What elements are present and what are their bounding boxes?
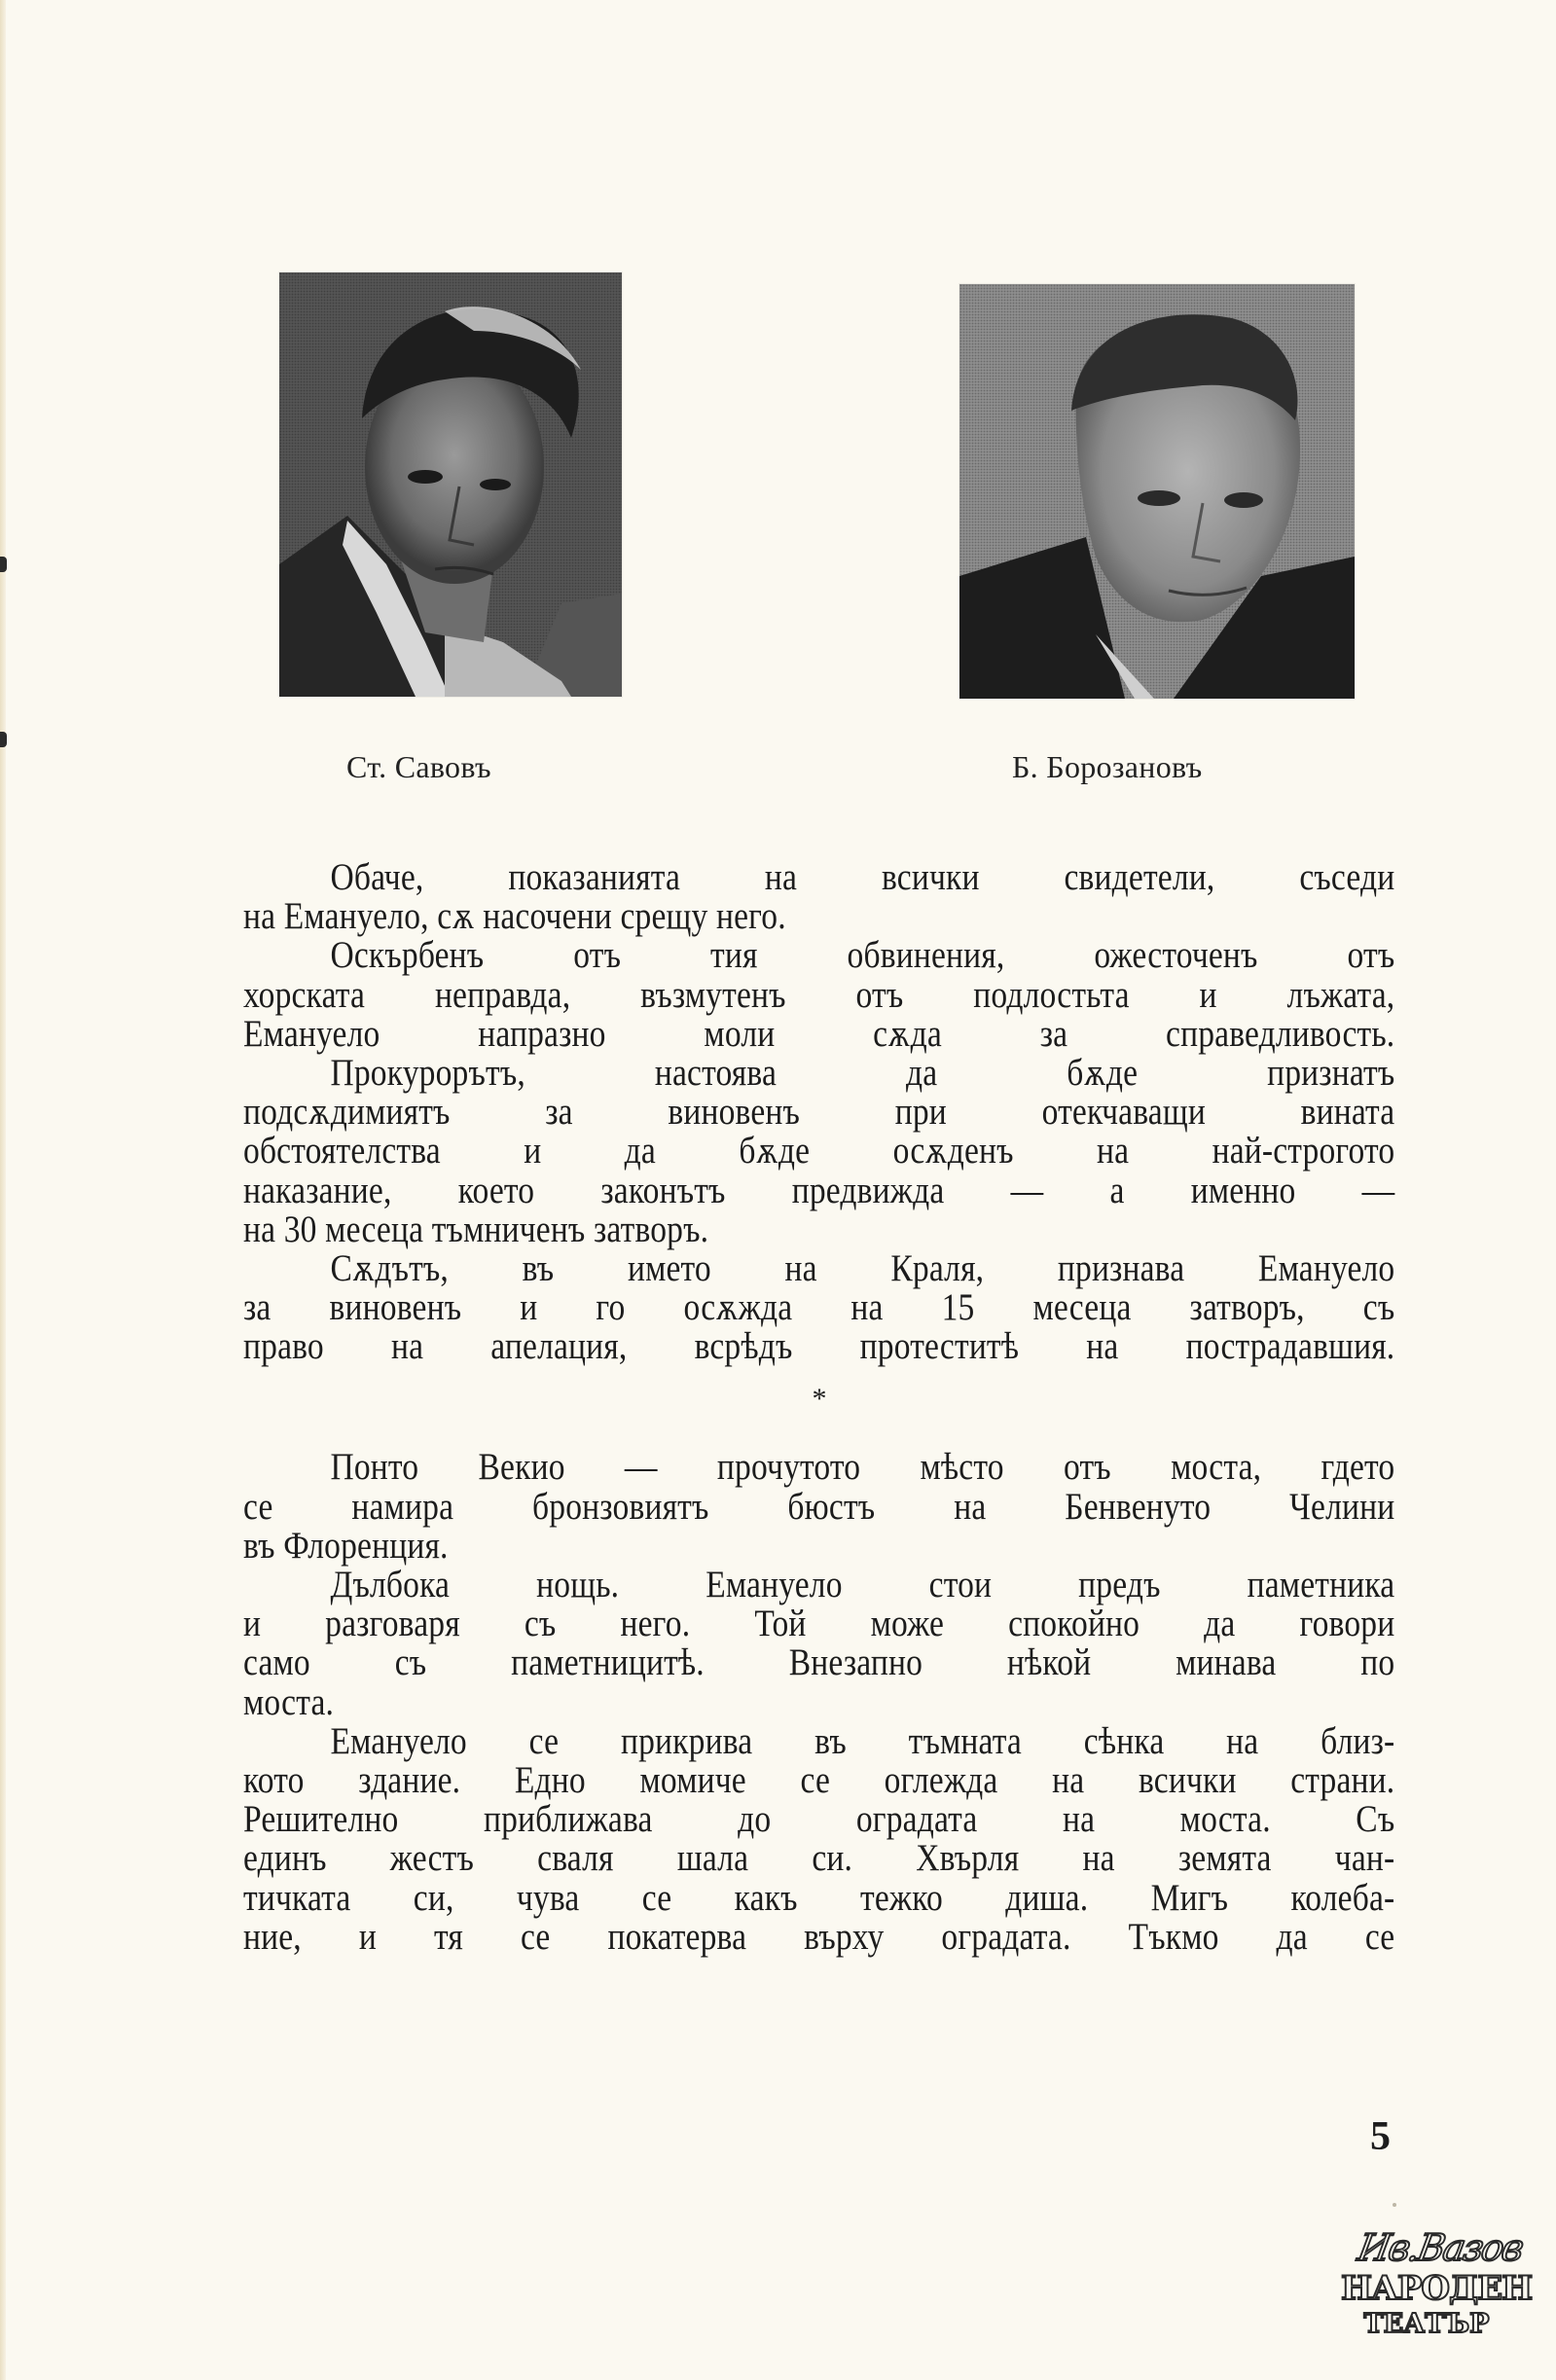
photo-savov bbox=[279, 272, 622, 697]
section-separator: * bbox=[812, 1383, 827, 1416]
text-line: хорската неправда, възмутенъ отъ подлостьта и лъжата, bbox=[243, 973, 1395, 1016]
text-line: само съ паметницитѣ. Внезапно нѣкой минава по bbox=[243, 1641, 1395, 1684]
text-line: Понто Векио — прочутото мѣсто отъ моста, гдето bbox=[330, 1446, 1395, 1489]
paragraph bbox=[243, 858, 1395, 936]
text-line: Сѫдътъ, въ името на Краля, признава Емануело bbox=[330, 1246, 1395, 1289]
text-line: ние, и тя се покатерва върху оградата. Тъкмо да се bbox=[243, 1915, 1395, 1958]
paragraph bbox=[243, 936, 1395, 1054]
logo-line-1: НАРОДЕН bbox=[1341, 2269, 1533, 2308]
staple-mark bbox=[0, 732, 7, 747]
text-line: Прокурорътъ, настоява да бѫде признатъ bbox=[330, 1051, 1395, 1094]
text-line: наказание, което законътъ предвижда — а именно — bbox=[243, 1169, 1395, 1211]
text-line: Дълбока нощь. Емануело стои предъ паметника bbox=[330, 1564, 1395, 1605]
photo-caption-borozanov: Б. Борозановъ bbox=[1012, 749, 1203, 784]
text-line: обстоятелства и да бѫде осѫденъ на най-строгото bbox=[243, 1130, 1395, 1172]
text-line: кото здание. Едно момиче се оглежда на всички страни. bbox=[243, 1758, 1395, 1801]
body-text bbox=[243, 858, 1395, 1957]
page-edge bbox=[0, 0, 6, 2380]
logo-signature: Ив.Вазов bbox=[1355, 2226, 1526, 2269]
text-line: право на апелация, всрѣдъ протеститѣ на пострадавшия. bbox=[243, 1325, 1395, 1368]
text-line: и разговаря съ него. Той може спокойно да говори bbox=[243, 1603, 1395, 1645]
text-line: единъ жестъ сваля шала си. Хвърля на земята чан- bbox=[243, 1837, 1395, 1880]
paragraph bbox=[243, 1246, 1395, 1368]
text-line: Емануело се прикрива въ тъмната сѣнка на близ- bbox=[330, 1719, 1395, 1762]
text-line: Решително приближава до оградата на моста. Съ bbox=[243, 1798, 1395, 1841]
page-number: 5 bbox=[1370, 2114, 1391, 2159]
paragraph bbox=[243, 1051, 1395, 1250]
staple-mark bbox=[0, 557, 7, 572]
photo-borozanov bbox=[959, 284, 1355, 699]
theatre-logo bbox=[1341, 2226, 1533, 2351]
photo-caption-savov: Ст. Савовъ bbox=[346, 749, 491, 784]
text-line: за виновенъ и го осѫжда на 15 месеца затворъ, съ bbox=[243, 1286, 1395, 1329]
paragraph bbox=[243, 1448, 1395, 1566]
text-line: се намира бронзовиятъ бюстъ на Бенвенуто Челини bbox=[243, 1485, 1395, 1528]
text-line: на Емануело, сѫ насочени срещу него. bbox=[243, 895, 786, 938]
paragraph bbox=[243, 1719, 1395, 1958]
text-line: на 30 месеца тъмниченъ затворъ. bbox=[243, 1208, 709, 1250]
portrait-savov-image bbox=[279, 272, 622, 697]
text-line: тичката си, чува се какъ тежко диша. Мигъ колеба- bbox=[243, 1876, 1395, 1919]
text-line: моста. bbox=[243, 1680, 335, 1723]
text-line: подсѫдимиятъ за виновенъ при отекчаващи вината bbox=[243, 1091, 1395, 1134]
portrait-borozanov-image bbox=[959, 284, 1355, 699]
paragraph bbox=[243, 1566, 1395, 1722]
text-line: въ Флоренция. bbox=[243, 1524, 449, 1567]
paper-speck bbox=[1393, 2203, 1396, 2207]
text-line: Обаче, показанията на всички свидетели, съседи bbox=[330, 856, 1395, 898]
logo-line-2: ТЕАТЪР bbox=[1363, 2309, 1490, 2339]
text-line: Оскърбенъ отъ тия обвинения, ожесточенъ отъ bbox=[330, 934, 1395, 977]
text-line: Емануело напразно моли сѫда за справедливость. bbox=[243, 1012, 1395, 1055]
